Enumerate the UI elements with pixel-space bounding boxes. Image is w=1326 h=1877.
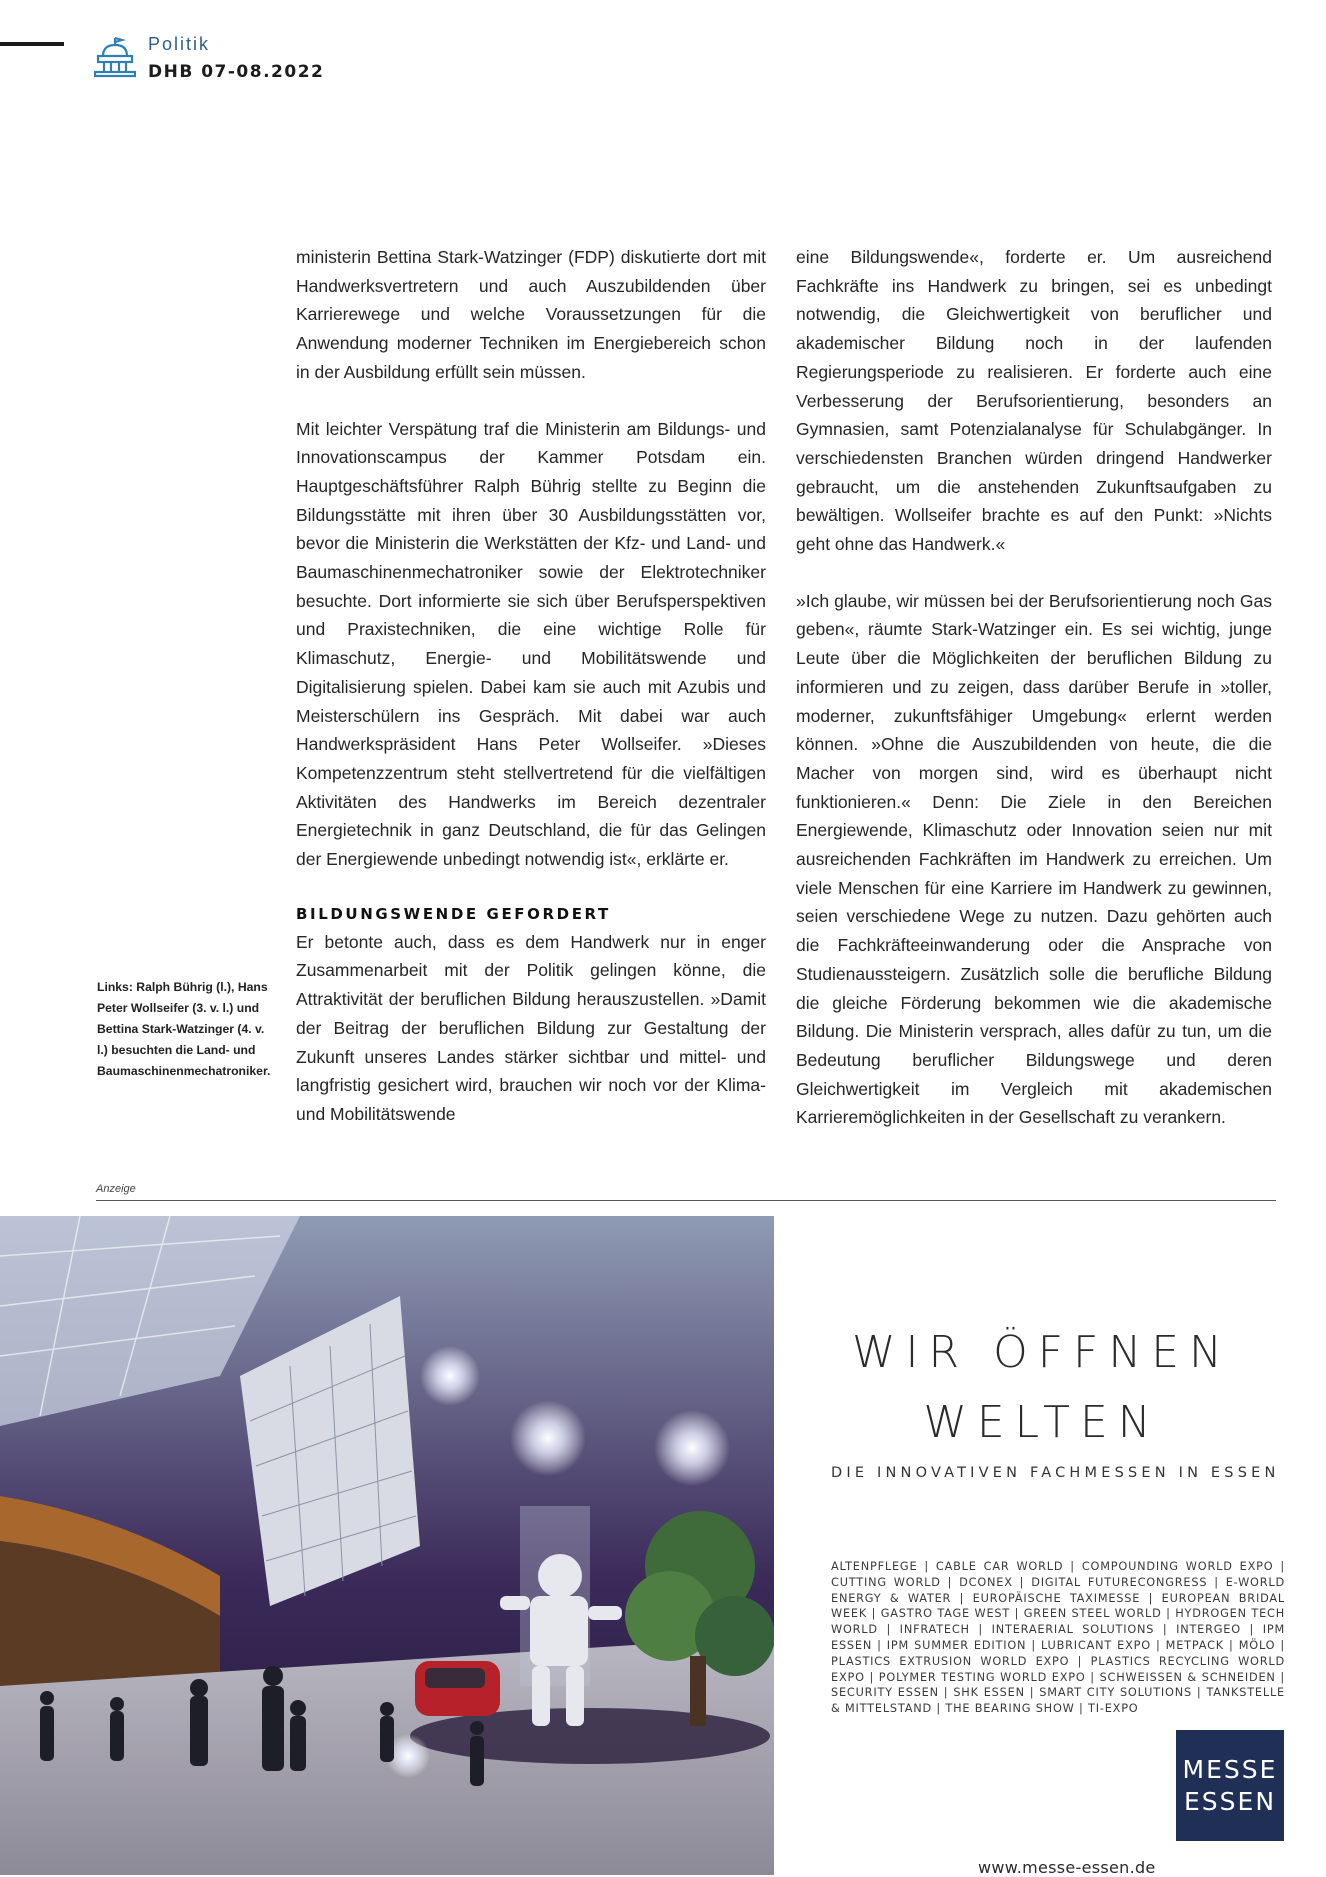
- logo-line: ESSEN: [1183, 1786, 1277, 1816]
- ad-label: Anzeige: [96, 1183, 136, 1195]
- issue-label: DHB 07-08.2022: [148, 62, 325, 82]
- logo-line: MESSE: [1182, 1754, 1278, 1784]
- ad-url[interactable]: www.messe-essen.de: [978, 1858, 1156, 1877]
- ad-illustration: [0, 1216, 774, 1875]
- article-paragraph: Mit leichter Verspätung traf die Ministerin am Bildungs- und Innovationscampus der Kammer Potsdam ein. Hauptgeschäftsführer Ralph Bührig stellte zu Beginn die Bildungsstätte mit ihren über 30 Ausbildungsstätten vor, bevor die Ministerin die Werkstätten der Kfz- und Land- und Baumaschinenmechatroniker sowie der Elektrotechniker besuchte. Dort informierte sie sich über Berufsperspektiven und Praxistechniken, die eine wichtige Rolle für Klimaschutz, Energie- und Mobilitätswende und Digitalisierung spielen. Dabei kam sie auch mit Azubis und Meisterschülern ins Gespräch. Mit dabei war auch Handwerkspräsident Hans Peter Wollseifer. »Dieses Kompetenzzentrum steht stellvertretend für die vielfältigen Aktivitäten des Handwerks im Bereich dezentraler Energietechnik in ganz Deutschland, die für das Gelingen der Energiewende unbedingt notwendig ist«, erklärte er.: [296, 418, 766, 870]
- article-paragraph: eine Bildungswende«, forderte er. Um ausreichend Fachkräfte ins Handwerk zu bringen, sei es unbedingt notwendig, die Gleichwertigkeit von beruflicher und akademischer Bildung noch in der laufenden Regierungsperiode zu realisieren. Er forderte auch eine Verbesserung der Berufsorientierung, besonders an Gymnasien, samt Potenzialanalyse für Schulabgänger. In verschiedensten Branchen würden dringend Handwerker gebraucht, um die anstehenden Zukunftsaufgaben zu bewältigen. Wollseifer brachte es auf den Punkt: »Nichts geht ohne das Handwerk.«: [796, 247, 1272, 555]
- ad-headline-line: WELTEN: [923, 1397, 1161, 1448]
- messe-essen-logo: [1176, 1730, 1284, 1841]
- article-column-right: [796, 243, 1272, 1132]
- article-column-left: [296, 243, 766, 1129]
- ad-headline-line: WIR ÖFFNEN: [852, 1327, 1232, 1378]
- ad-subline: DIE INNOVATIVEN FACHMESSEN IN ESSEN: [831, 1465, 1280, 1481]
- article-paragraph: Er betonte auch, dass es dem Handwerk nur in enger Zusammenarbeit mit der Politik gelingen könne, die Attraktivität der beruflichen Bildung herauszustellen. »Damit der Beitrag der beruflichen Bildung zur Gestaltung der Zukunft unseres Landes stärker sichtbar und mittel- und langfristig gesichert wird, brauchen wir noch vor der Klima- und Mobilitätswende: [296, 931, 766, 1124]
- fair-list: ALTENPFLEGE | CABLE CAR WORLD | COMPOUNDING WORLD EXPO | CUTTING WORLD | DCONEX | DIGITAL FUTURECONGRESS | E-WORLD ENERGY & WATER | EUROPÄISCHE TAXIMESSE | EUROPEAN BRIDAL WEEK | GASTRO TAGE WEST | GREEN STEEL WORLD | HYDROGEN TECH WORLD | INFRATECH | INTERAERIAL SOLUTIONS | INTERGEO | IPM ESSEN | IPM SUMMER EDITION | LUBRICANT EXPO | METPACK | MÖLO | PLASTICS EXTRUSION WORLD EXPO | PLASTICS RECYCLING WORLD EXPO | POLYMER TESTING WORLD EXPO | SCHWEISSEN & SCHNEIDEN | SECURITY ESSEN | SHK ESSEN | SMART CITY SOLUTIONS | TANKSTELLE & MITTELSTAND | THE BEARING SHOW | TI-EXPO: [831, 1560, 1285, 1716]
- header-rule: [0, 42, 64, 46]
- ad-headline: [792, 1318, 1292, 1458]
- photo-caption: Links: Ralph Bührig (l.), Hans Peter Wollseifer (3. v. l.) und Bettina Stark-Watzinger (4. v. l.) besuchten die Land- und Baumaschinenmechatroniker.: [97, 980, 271, 1078]
- subheading: BILDUNGSWENDE GEFORDERT: [296, 904, 611, 923]
- section-label: Politik: [148, 34, 211, 54]
- parliament-dome-icon: [94, 36, 136, 78]
- article-paragraph: ministerin Bettina Stark-Watzinger (FDP) diskutierte dort mit Handwerksvertretern und auch Auszubildenden über Karrierewege und welche Voraussetzungen für die Anwendung moderner Techniken im Energiebereich schon in der Ausbildung erfüllt sein müssen.: [296, 247, 766, 382]
- article-paragraph: »Ich glaube, wir müssen bei der Berufsorientierung noch Gas geben«, räumte Stark-Watzinger ein. Es sei wichtig, junge Leute über die Möglichkeiten der beruflichen Bildung zu informieren und zu zeigen, dass darüber Berufe in »toller, moderner, zukunftsfähiger Umgebung« erlernt werden können. »Ohne die Auszubildenden von heute, die die Macher von morgen sind, wird es überhaupt nicht funktionieren.« Denn: Die Ziele in den Bereichen Energiewende, Klimaschutz oder Innovation seien nur mit ausreichenden Fachkräften im Handwerk zu erreichen. Um viele Menschen für eine Karriere im Handwerk zu gewinnen, seien verschiedene Wege zu nutzen. Dazu gehörten auch die Fachkräfteeinwanderung oder die Ansprache von Studienaussteigern. Zusätzlich solle die berufliche Bildung die gleiche Förderung bekommen wie die akademische Bildung. Die Ministerin versprach, alles dafür zu tun, um die Bedeutung beruflicher Bildungswege und deren Gleichwertigkeit im Vergleich mit akademischen Karrieremöglichkeiten in der Gesellschaft zu verankern.: [796, 590, 1272, 1128]
- ad-divider: [96, 1200, 1276, 1201]
